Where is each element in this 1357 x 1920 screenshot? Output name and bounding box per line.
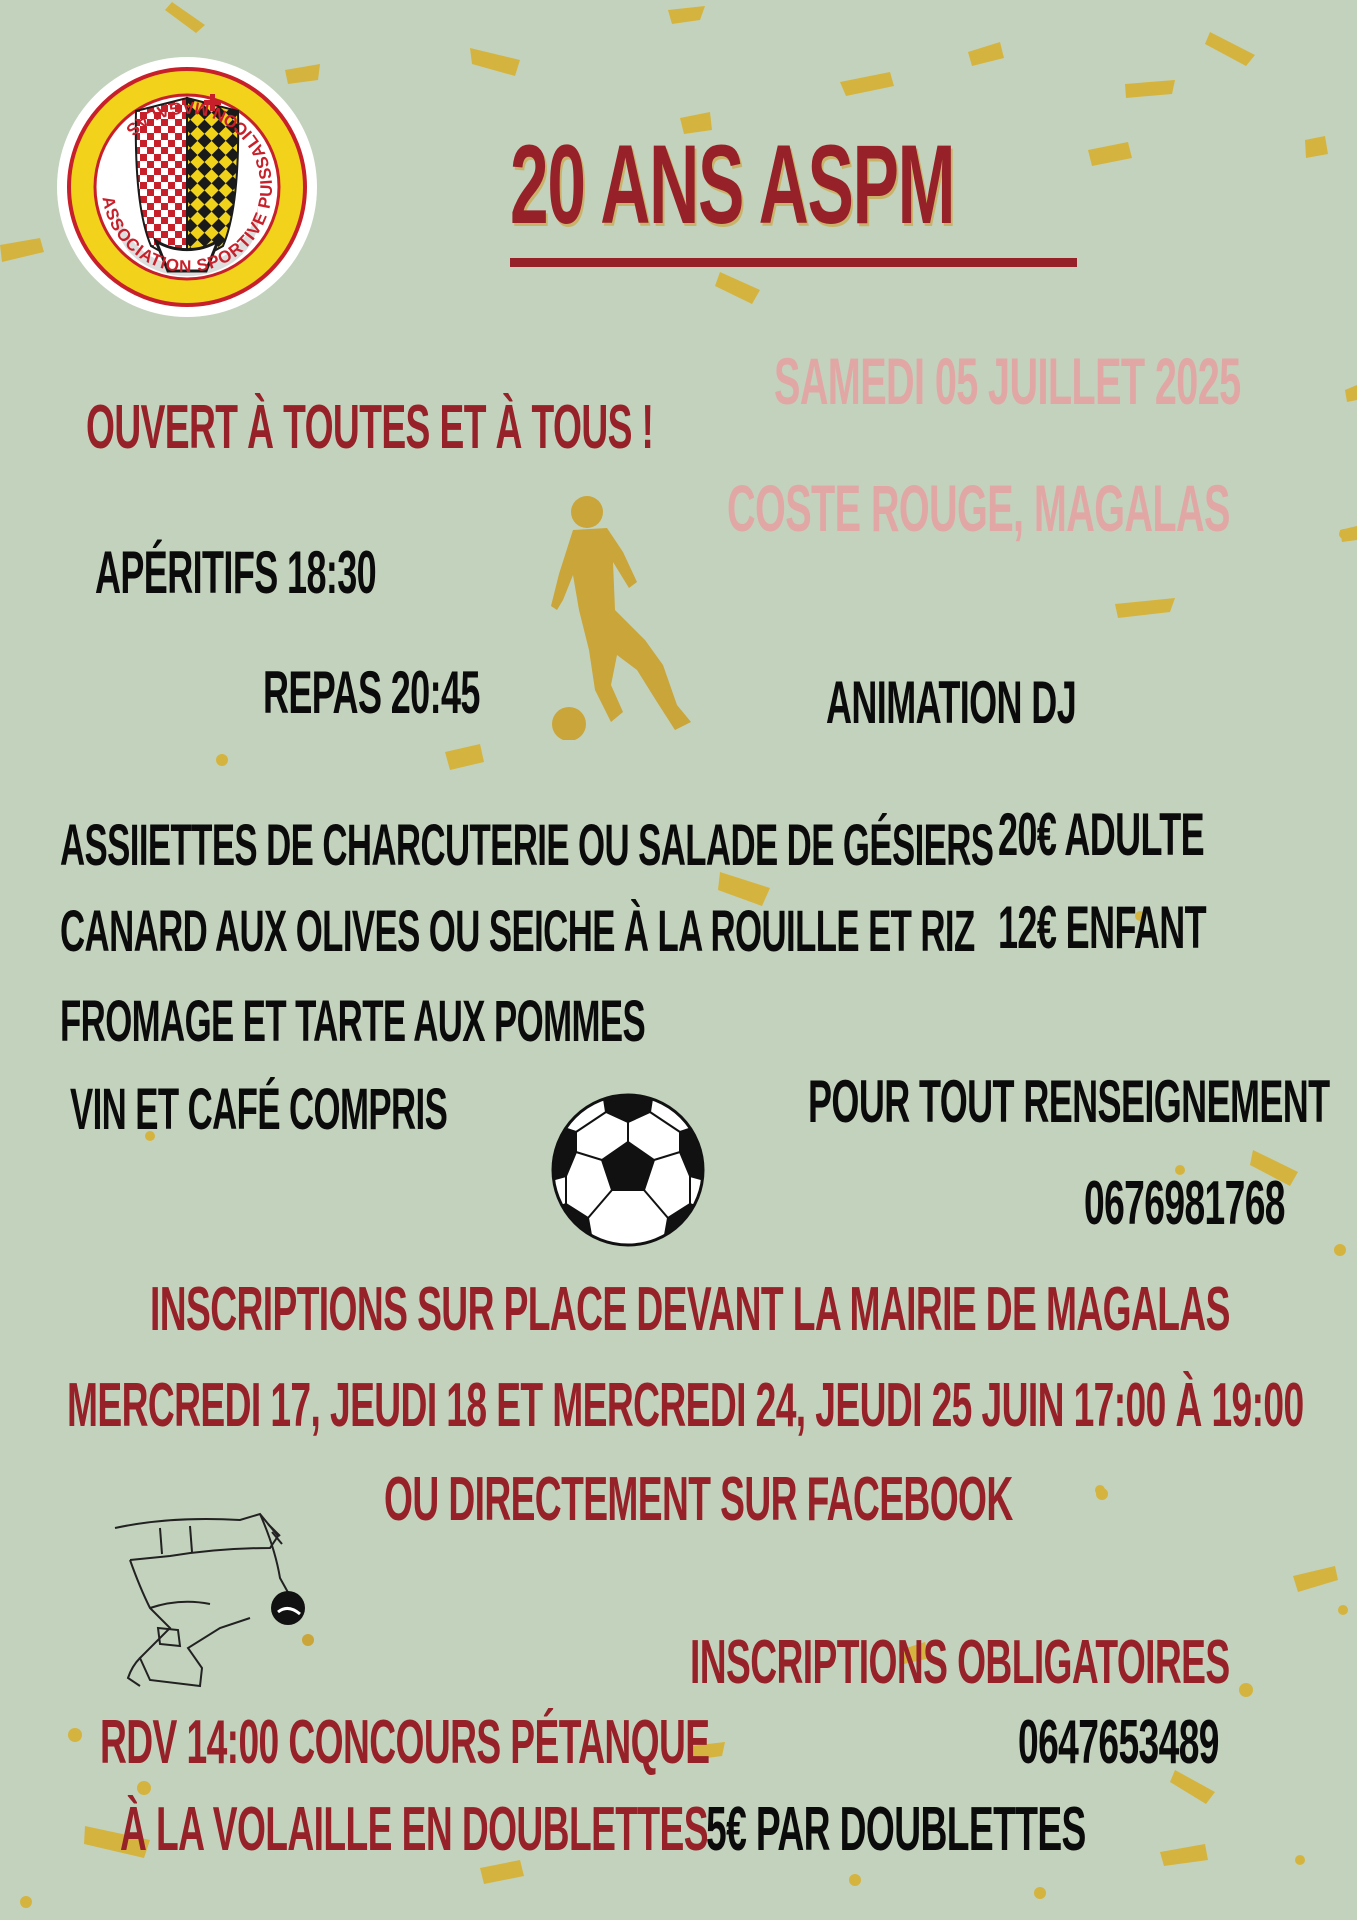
page-title: 20 ANS ASPM: [510, 122, 955, 247]
inscriptions-facebook: OU DIRECTEMENT SUR FACEBOOK: [384, 1465, 1013, 1534]
inscriptions-dates: MERCREDI 17, JEUDI 18 ET MERCREDI 24, JEUDI 25 JUIN 17:00 À 19:00: [67, 1371, 1304, 1440]
club-logo: [56, 56, 318, 318]
soccer-ball-icon: [550, 1092, 706, 1248]
menu-item: VIN ET CAFÉ COMPRIS: [70, 1077, 448, 1142]
contact-phone[interactable]: 0676981768: [1084, 1169, 1285, 1238]
petanque-volaille: À LA VOLAILLE EN DOUBLETTES: [120, 1795, 708, 1864]
price-adult: 20€ ADULTE: [998, 801, 1205, 868]
petanque-player-sketch-icon: [110, 1508, 330, 1693]
animation-dj: ANIMATION DJ: [826, 669, 1077, 736]
petanque-rdv: RDV 14:00 CONCOURS PÉTANQUE: [100, 1708, 710, 1777]
logo-ring-text: ASSOCIATION SPORTIVE PUISSALICON MAGALAS: [98, 97, 277, 277]
aperitifs-time: APÉRITIFS 18:30: [95, 539, 377, 606]
repas-time: REPAS 20:45: [263, 659, 480, 726]
event-date: SAMEDI 05 JUILLET 2025: [774, 344, 1241, 418]
petanque-price: 5€ PAR DOUBLETTES: [706, 1795, 1086, 1864]
inscriptions-mandatory: INSCRIPTIONS OBLIGATOIRES: [690, 1628, 1230, 1697]
inscriptions-location: INSCRIPTIONS SUR PLACE DEVANT LA MAIRIE DE MAGALAS: [150, 1275, 1230, 1344]
price-child: 12€ ENFANT: [998, 894, 1207, 961]
contact-label: POUR TOUT RENSEIGNEMENT: [808, 1068, 1330, 1135]
event-location: COSTE ROUGE, MAGALAS: [727, 471, 1230, 545]
footballer-silhouette-icon: [545, 490, 715, 740]
open-to-all-text: OUVERT À TOUTES ET À TOUS !: [86, 393, 654, 462]
menu-item: ASSIIETTES DE CHARCUTERIE OU SALADE DE GÉSIERS: [60, 813, 994, 878]
petanque-phone[interactable]: 0647653489: [1018, 1708, 1219, 1777]
menu-item: FROMAGE ET TARTE AUX POMMES: [60, 989, 646, 1054]
title-underline: [510, 258, 1077, 267]
menu-item: CANARD AUX OLIVES OU SEICHE À LA ROUILLE ET RIZ: [60, 899, 975, 964]
